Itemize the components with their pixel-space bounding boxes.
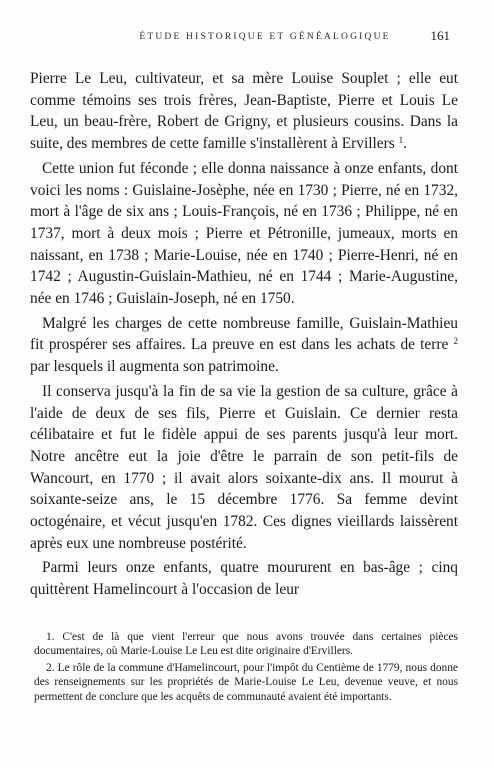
page-number: 161 bbox=[430, 28, 450, 43]
paragraph-1: Pierre Le Leu, cultivateur, et sa mère Louise Souplet ; elle eut comme témoins ses trois frères, Jean-Baptiste, Pierre et Louis Le Leu, un beau-frère, Robert de Grigny, et plusieurs cousins. Dans la suite, des membres de cette famille s'installèrent à Ervillers $^1$. bbox=[30, 70, 458, 153]
paragraph-1-text: Pierre Le Leu, cultivateur, et sa mère Louise Souplet ; elle eut comme témoins ses trois frères, Jean-Baptiste, Pierre et Louis Le Leu, un beau-frère, Robert de Grigny, et plusieurs cousins. Dans la suite, des membres de cette famille s'installèrent à Ervillers bbox=[30, 70, 458, 153]
paragraph-2: Cette union fut féconde ; elle donna naissance à onze enfants, dont voici les noms : Guislaine-Josèphe, née en 1730 ; Pierre, né en 1732, mort à l'âge de six ans ; Louis-François, né en 1736 ; Philippe, né en 1737, mort à deux mois ; Pierre et Pétronille, jumeaux, morts en naissant, en 1738 ; Marie-Louise, née en 1740 ; Pierre-Henri, né en 1742 ; Augustin-Guislain-Mathieu, né en 1744 ; Marie-Augustine, née en 1746 ; Guislain-Joseph, né en 1750. bbox=[30, 159, 458, 308]
paragraph-3-text-b: par lesquels il augmenta son patrimoine. bbox=[30, 358, 279, 376]
paragraph-4: Il conserva jusqu'à la fin de sa vie la gestion de sa culture, grâce à l'aide de deux de ses fils, Pierre et Guislain. Ce dernier resta célibataire et fut le fidèle appui de ses parents jusqu'à leur mort. Notre ancêtre eut la joie d'être le parrain de son petit-fils de Wancourt, en 1770 ; il avait alors soixante-dix ans. Il mourut à soixante-seize ans, le 15 décembre 1776. Sa femme devint octogénaire, et vécut jusqu'en 1782. Ces dignes vieillards laissèrent après eux une nombreuse postérité. bbox=[30, 382, 458, 552]
footnote-ref-1: 1 bbox=[398, 135, 404, 146]
footnote-1: 1. C'est de là que vient l'erreur que nous avons trouvée dans certaines pièces documentaires, où Marie-Louise Le Leu est dite originaire d'Ervillers. bbox=[34, 631, 458, 658]
footnotes bbox=[34, 630, 458, 706]
footnote-ref-2: 2 bbox=[453, 336, 458, 347]
paragraph-5: Parmi leurs onze enfants, quatre moururent en bas-âge ; cinq quittèrent Hamelincourt à l'occasion de leur bbox=[30, 559, 458, 599]
body-text bbox=[30, 68, 458, 604]
paragraph-3 bbox=[30, 313, 458, 378]
paragraph-3-text-a: Malgré les charges de cette nombreuse famille, Guislain-Mathieu fit prospérer ses affaires. La preuve en est dans les achats de terre bbox=[30, 314, 458, 354]
footnote-2: 2. Le rôle de la commune d'Hamelincourt, pour l'impôt du Centième de 1779, nous donne des renseignements sur les propriétés de Marie-Louise Le Leu, devenue veuve, et nous permettent de conclure que les acquêts de communauté avaient été importants. bbox=[34, 661, 458, 703]
running-title: ÉTUDE HISTORIQUE ET GÉNÉALOGIQUE bbox=[139, 32, 391, 42]
